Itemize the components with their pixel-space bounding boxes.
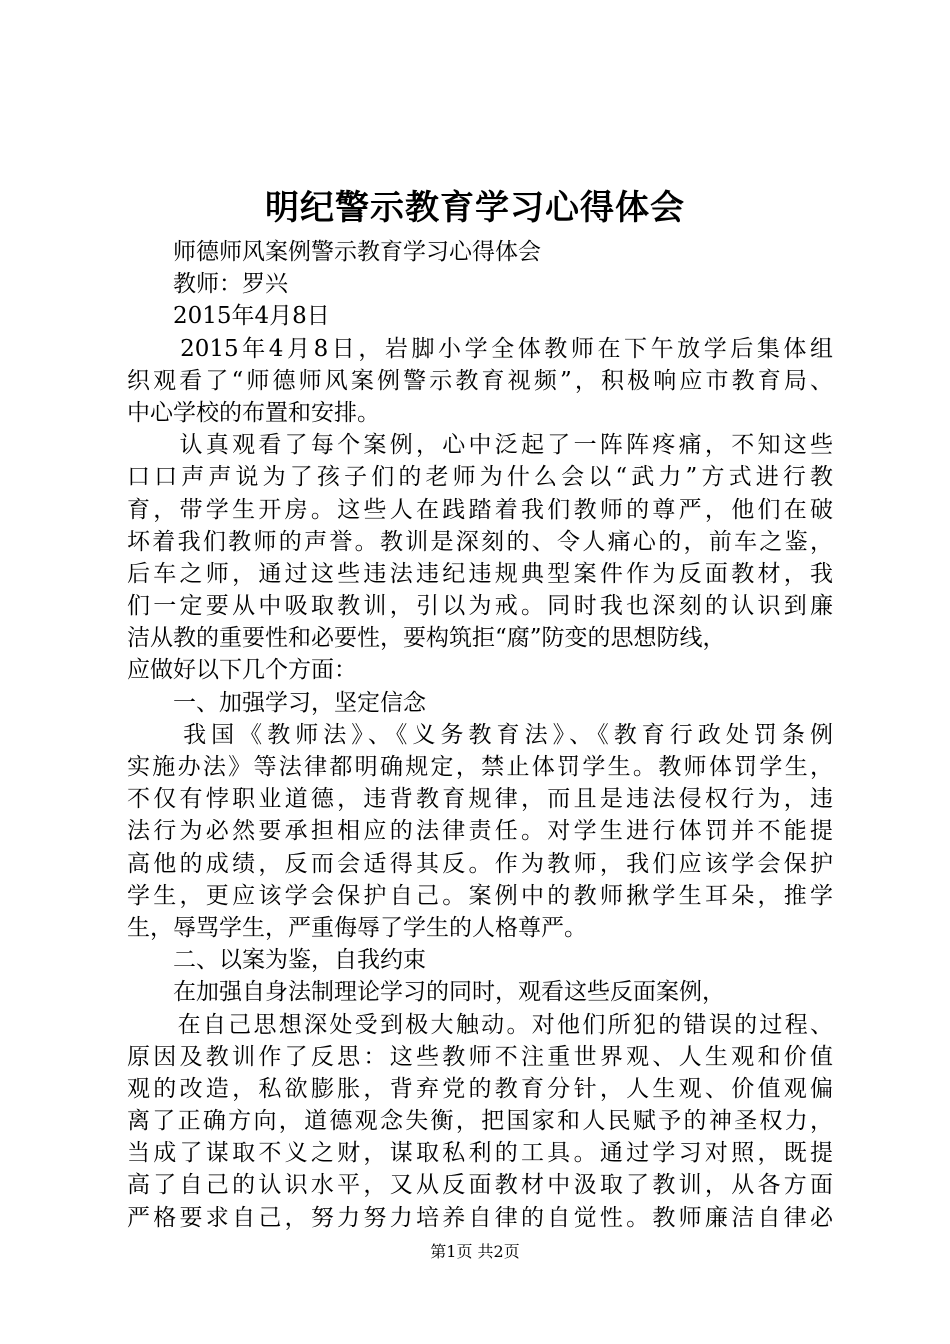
text-line: 应做好以下几个方面：: [127, 657, 357, 684]
text-line: 2015年4月8日，岩脚小学全体教师在下午放学后集体组: [127, 335, 833, 362]
text-line: 2015年4月8日: [127, 303, 330, 330]
text-line: 口口声声说为了孩子们的老师为什么会以“武力”方式进行教: [127, 464, 833, 491]
text-line: 不仅有悖职业道德，违背教育规律，而且是违法侵权行为，违: [127, 786, 833, 813]
text-line: 师德师风案例警示教育学习心得体会: [127, 239, 541, 265]
text-line: 在加强自身法制理论学习的同时，观看这些反面案例，: [127, 979, 725, 1006]
text-line: 实施办法》等法律都明确规定，禁止体罚学生。教师体罚学生，: [127, 754, 833, 780]
text-line: 学生，更应该学会保护自己。案例中的教师揪学生耳朵，推学: [127, 882, 833, 909]
text-line: 高他的成绩，反而会适得其反。作为教师，我们应该学会保护: [127, 850, 833, 877]
text-line: 们一定要从中吸取教训，引以为戒。同时我也深刻的认识到廉: [127, 593, 833, 620]
document-body: [127, 236, 833, 1234]
document-title: 明纪警示教育学习心得体会: [265, 188, 685, 228]
page-footer: 第1页 共2页: [430, 1242, 520, 1261]
text-line: 法行为必然要承担相应的法律责任。对学生进行体罚并不能提: [127, 818, 833, 845]
text-line: 织观看了“师德师风案例警示教育视频”，积极响应市教育局、: [127, 367, 833, 394]
text-line: 观的改造，私欲膨胀，背弃党的教育分针，人生观、价值观偏: [127, 1075, 833, 1102]
text-line: 生，辱骂学生，严重侮辱了学生的人格尊严。: [127, 914, 587, 941]
text-line: 原因及教训作了反思：这些教师不注重世界观、人生观和价值: [127, 1043, 833, 1070]
text-line: 我国《教师法》、《义务教育法》、《教育行政处罚条例: [127, 721, 833, 748]
text-line: 离了正确方向，道德观念失衡，把国家和人民赋予的神圣权力，: [127, 1108, 833, 1135]
text-line: 在自己思想深处受到极大触动。对他们所犯的错误的过程、: [127, 1011, 833, 1038]
text-line: 后车之师，通过这些违法违纪违规典型案件作为反面教材，我: [127, 560, 833, 587]
text-line: 洁从教的重要性和必要性，要构筑拒“腐”防变的思想防线，: [127, 625, 726, 652]
text-line: 中心学校的布置和安排。: [127, 399, 380, 426]
text-line: 严格要求自己，努力努力培养自律的自觉性。教师廉洁自律必: [127, 1204, 833, 1231]
text-line: 认真观看了每个案例，心中泛起了一阵阵疼痛，不知这些: [127, 432, 833, 459]
text-line: 育，带学生开房。这些人在践踏着我们教师的尊严，他们在破: [127, 496, 833, 523]
text-line: 一、加强学习，坚定信念: [127, 689, 426, 716]
text-line: 当成了谋取不义之财，谋取私利的工具。通过学习对照，既提: [127, 1140, 833, 1167]
text-line: 教师：罗兴: [127, 271, 288, 298]
text-line: 坏着我们教师的声誉。教训是深刻的、令人痛心的，前车之鉴，: [127, 528, 833, 555]
text-line: 高了自己的认识水平，又从反面教材中汲取了教训，从各方面: [127, 1172, 833, 1199]
text-line: 二、以案为鉴，自我约束: [127, 947, 426, 974]
